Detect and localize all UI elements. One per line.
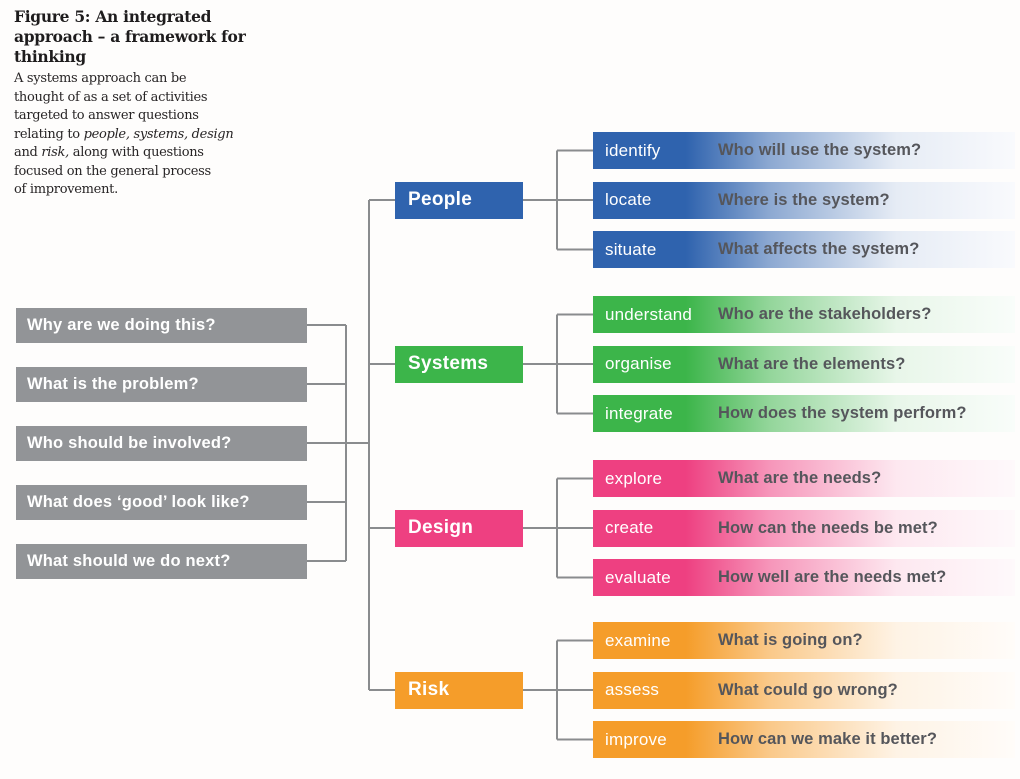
branch-box-design	[395, 510, 523, 547]
description-text: targeted to answer questions	[14, 108, 199, 123]
activity-bar-evaluate	[593, 559, 1015, 596]
activity-bar-organise	[593, 346, 1015, 383]
activity-question: Who are the stakeholders?	[718, 305, 932, 323]
figure-title-line: approach – a framework for	[14, 27, 246, 46]
activity-verb: locate	[605, 190, 652, 209]
description-text: focused on the general process	[14, 163, 211, 179]
general-question-label: Who should be involved?	[27, 433, 232, 452]
activity-verb: explore	[605, 468, 663, 488]
general-question-box	[16, 367, 307, 402]
activity-verb: evaluate	[605, 567, 671, 587]
figure-description-line	[14, 89, 233, 108]
figure-title-line: Figure 5: An integrated	[14, 7, 212, 26]
description-text: of improvement.	[14, 182, 118, 197]
general-question-label: What is the problem?	[27, 374, 199, 393]
activity-bar-understand	[593, 296, 1015, 333]
activity-verb: create	[605, 518, 654, 537]
general-question-label: Why are we doing this?	[27, 315, 216, 334]
activity-bar-locate	[593, 182, 1015, 219]
figure-title-line: thinking	[14, 47, 86, 66]
branch-label: Risk	[408, 679, 450, 700]
general-question-label: What does ‘good’ look like?	[27, 492, 250, 511]
figure-description-line	[14, 70, 233, 89]
figure-description-line	[14, 107, 233, 126]
general-question-box	[16, 544, 307, 579]
branch-label: Design	[408, 517, 474, 538]
figure-description	[14, 70, 233, 200]
activity-question: What are the elements?	[718, 354, 906, 373]
general-question-box	[16, 485, 307, 520]
general-question-box	[16, 426, 307, 461]
branch-box-systems	[395, 346, 523, 383]
description-text: and	[14, 145, 42, 160]
activity-bar-situate	[593, 231, 1015, 268]
activity-verb: assess	[605, 680, 660, 699]
description-text: people, systems, design	[83, 126, 234, 142]
figure-description-line	[14, 144, 233, 163]
activity-bar-create	[593, 510, 1015, 547]
activity-question: How well are the needs met?	[718, 568, 947, 586]
activity-question: How can we make it better?	[718, 730, 937, 748]
branch-box-risk	[395, 672, 523, 709]
activity-question: What is going on?	[718, 631, 863, 649]
activity-verb: examine	[605, 630, 671, 650]
figure-description-line	[14, 181, 233, 200]
description-text: A systems approach can be	[14, 71, 187, 86]
activity-bar-identify	[593, 132, 1015, 169]
activity-question: What are the needs?	[718, 469, 882, 487]
activity-bar-explore	[593, 460, 1015, 497]
activity-question: Who will use the system?	[718, 141, 922, 159]
activity-question: Where is the system?	[718, 190, 890, 209]
activity-verb: situate	[605, 239, 657, 259]
activity-bar-integrate	[593, 395, 1015, 432]
branch-label: People	[408, 189, 473, 210]
activity-verb: organise	[605, 354, 672, 373]
figure-description-line	[14, 163, 233, 182]
description-text: thought of as a set of activities	[14, 89, 208, 105]
description-text: relating to	[14, 126, 84, 142]
activity-question: What affects the system?	[718, 240, 920, 258]
description-text: risk,	[41, 145, 69, 160]
general-question-label: What should we do next?	[27, 551, 231, 570]
activity-question: How can the needs be met?	[718, 518, 938, 537]
activity-bar-examine	[593, 622, 1015, 659]
activity-bar-assess	[593, 672, 1015, 709]
description-text: along with questions	[68, 145, 204, 160]
figure-title	[14, 7, 245, 67]
activity-question: How does the system perform?	[718, 404, 967, 422]
activity-verb: understand	[605, 304, 693, 324]
activity-verb: improve	[605, 729, 667, 749]
branch-label: Systems	[408, 353, 489, 374]
activity-question: What could go wrong?	[718, 680, 898, 699]
activity-verb: identify	[605, 140, 661, 160]
figure-description-line	[14, 126, 233, 145]
activity-verb: integrate	[605, 403, 673, 423]
branch-box-people	[395, 182, 523, 219]
general-question-box	[16, 308, 307, 343]
activity-bar-improve	[593, 721, 1015, 758]
